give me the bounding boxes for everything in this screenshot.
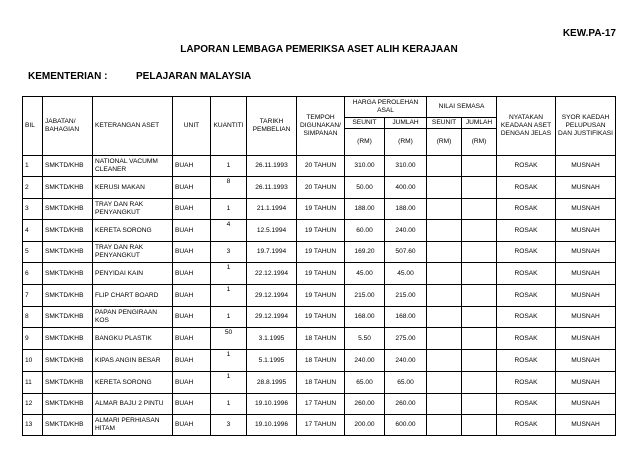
cell-harga-seunit: 5.50 bbox=[345, 328, 385, 350]
cell-kuantiti: 1 bbox=[211, 263, 247, 285]
cell-tempoh: 17 TAHUN bbox=[297, 415, 345, 436]
cell-bil: 6 bbox=[23, 263, 43, 285]
header-kuantiti: KUANTITI bbox=[211, 97, 247, 156]
cell-tempoh: 18 TAHUN bbox=[297, 372, 345, 394]
cell-syor: MUSNAH bbox=[556, 328, 616, 350]
cell-keadaan: ROSAK bbox=[497, 415, 556, 436]
cell-unit: BUAH bbox=[173, 307, 211, 328]
cell-tarikh: 28.8.1995 bbox=[247, 372, 297, 394]
cell-kuantiti: 1 bbox=[211, 156, 247, 177]
cell-harga-seunit: 168.00 bbox=[345, 307, 385, 328]
cell-syor: MUSNAH bbox=[556, 199, 616, 220]
cell-harga-seunit: 60.00 bbox=[345, 220, 385, 242]
cell-unit: BUAH bbox=[173, 263, 211, 285]
ministry-line bbox=[28, 71, 252, 82]
cell-syor: MUSNAH bbox=[556, 350, 616, 372]
header-harga-seunit: SEUNIT bbox=[345, 118, 385, 129]
cell-tempoh: 18 TAHUN bbox=[297, 350, 345, 372]
cell-harga-jumlah: 507.60 bbox=[385, 242, 427, 263]
cell-aset: FLIP CHART BOARD bbox=[93, 285, 173, 307]
cell-tarikh: 22.12.1994 bbox=[247, 263, 297, 285]
cell-kuantiti: 50 bbox=[211, 328, 247, 350]
cell-harga-seunit: 200.00 bbox=[345, 415, 385, 436]
cell-aset: TRAY DAN RAK PENYANGKUT bbox=[93, 199, 173, 220]
cell-jabatan: SMKTD/KHB bbox=[43, 156, 93, 177]
cell-tarikh: 12.5.1994 bbox=[247, 220, 297, 242]
cell-nilai-seunit bbox=[427, 328, 462, 350]
cell-nilai-seunit bbox=[427, 350, 462, 372]
cell-jabatan: SMKTD/KHB bbox=[43, 263, 93, 285]
cell-nilai-seunit bbox=[427, 199, 462, 220]
cell-nilai-seunit bbox=[427, 156, 462, 177]
cell-aset: PAPAN PENGIRAAN KOS bbox=[93, 307, 173, 328]
header-harga-seunit-rm: (RM) bbox=[345, 129, 385, 156]
cell-jabatan: SMKTD/KHB bbox=[43, 307, 93, 328]
cell-syor: MUSNAH bbox=[556, 394, 616, 415]
table-row bbox=[23, 307, 616, 328]
cell-nilai-jumlah bbox=[462, 156, 497, 177]
cell-bil: 5 bbox=[23, 242, 43, 263]
cell-harga-seunit: 169.20 bbox=[345, 242, 385, 263]
cell-unit: BUAH bbox=[173, 156, 211, 177]
cell-unit: BUAH bbox=[173, 220, 211, 242]
table-row bbox=[23, 328, 616, 350]
header-bil: BIL bbox=[23, 97, 43, 156]
cell-harga-jumlah: 600.00 bbox=[385, 415, 427, 436]
cell-nilai-jumlah bbox=[462, 307, 497, 328]
cell-bil: 8 bbox=[23, 307, 43, 328]
cell-nilai-seunit bbox=[427, 177, 462, 199]
cell-nilai-jumlah bbox=[462, 220, 497, 242]
cell-nilai-jumlah bbox=[462, 285, 497, 307]
cell-jabatan: SMKTD/KHB bbox=[43, 242, 93, 263]
cell-aset: TRAY DAN RAK PENYANGKUT bbox=[93, 242, 173, 263]
header-tempoh: TEMPOH DIGUNAKAN/ SIMPANAN bbox=[297, 97, 345, 156]
cell-tempoh: 18 TAHUN bbox=[297, 328, 345, 350]
cell-unit: BUAH bbox=[173, 415, 211, 436]
cell-harga-seunit: 260.00 bbox=[345, 394, 385, 415]
asset-rows bbox=[23, 156, 616, 436]
cell-harga-jumlah: 400.00 bbox=[385, 177, 427, 199]
header-jabatan: JABATAN/ BAHAGIAN bbox=[43, 97, 93, 156]
cell-aset: KERETA SORONG bbox=[93, 372, 173, 394]
cell-harga-seunit: 240.00 bbox=[345, 350, 385, 372]
report-title: LAPORAN LEMBAGA PEMERIKSA ASET ALIH KERAJAAN bbox=[180, 44, 458, 55]
cell-tarikh: 19.10.1996 bbox=[247, 415, 297, 436]
cell-keadaan: ROSAK bbox=[497, 285, 556, 307]
cell-keadaan: ROSAK bbox=[497, 394, 556, 415]
cell-tempoh: 19 TAHUN bbox=[297, 307, 345, 328]
cell-keadaan: ROSAK bbox=[497, 263, 556, 285]
cell-syor: MUSNAH bbox=[556, 156, 616, 177]
cell-syor: MUSNAH bbox=[556, 307, 616, 328]
cell-tempoh: 19 TAHUN bbox=[297, 220, 345, 242]
cell-harga-jumlah: 275.00 bbox=[385, 328, 427, 350]
cell-nilai-seunit bbox=[427, 220, 462, 242]
cell-harga-seunit: 310.00 bbox=[345, 156, 385, 177]
cell-syor: MUSNAH bbox=[556, 242, 616, 263]
cell-harga-jumlah: 240.00 bbox=[385, 350, 427, 372]
cell-unit: BUAH bbox=[173, 199, 211, 220]
table-row bbox=[23, 242, 616, 263]
cell-harga-seunit: 188.00 bbox=[345, 199, 385, 220]
header-harga: HARGA PEROLEHAN ASAL bbox=[345, 97, 427, 118]
cell-tarikh: 26.11.1993 bbox=[247, 156, 297, 177]
cell-harga-jumlah: 215.00 bbox=[385, 285, 427, 307]
cell-syor: MUSNAH bbox=[556, 177, 616, 199]
cell-bil: 12 bbox=[23, 394, 43, 415]
header-nilai-jumlah-rm: (RM) bbox=[462, 129, 497, 156]
cell-kuantiti: 3 bbox=[211, 242, 247, 263]
cell-nilai-seunit bbox=[427, 307, 462, 328]
cell-harga-seunit: 65.00 bbox=[345, 372, 385, 394]
cell-harga-jumlah: 260.00 bbox=[385, 394, 427, 415]
cell-tarikh: 29.12.1994 bbox=[247, 285, 297, 307]
cell-jabatan: SMKTD/KHB bbox=[43, 220, 93, 242]
cell-keadaan: ROSAK bbox=[497, 328, 556, 350]
cell-keadaan: ROSAK bbox=[497, 156, 556, 177]
table-row bbox=[23, 394, 616, 415]
cell-nilai-jumlah bbox=[462, 328, 497, 350]
cell-kuantiti: 1 bbox=[211, 350, 247, 372]
cell-tempoh: 19 TAHUN bbox=[297, 263, 345, 285]
table-row bbox=[23, 263, 616, 285]
cell-keadaan: ROSAK bbox=[497, 242, 556, 263]
cell-jabatan: SMKTD/KHB bbox=[43, 372, 93, 394]
cell-unit: BUAH bbox=[173, 285, 211, 307]
header-nilai-jumlah: JUMLAH bbox=[462, 118, 497, 129]
header-harga-jumlah-rm: (RM) bbox=[385, 129, 427, 156]
table-row bbox=[23, 220, 616, 242]
header-nyatakan: NYATAKAN KEADAAN ASET DENGAN JELAS bbox=[497, 97, 556, 156]
cell-tempoh: 19 TAHUN bbox=[297, 199, 345, 220]
cell-kuantiti: 1 bbox=[211, 199, 247, 220]
cell-bil: 4 bbox=[23, 220, 43, 242]
cell-kuantiti: 1 bbox=[211, 372, 247, 394]
cell-jabatan: SMKTD/KHB bbox=[43, 328, 93, 350]
cell-keadaan: ROSAK bbox=[497, 199, 556, 220]
cell-bil: 7 bbox=[23, 285, 43, 307]
cell-nilai-seunit bbox=[427, 242, 462, 263]
cell-syor: MUSNAH bbox=[556, 372, 616, 394]
cell-harga-seunit: 50.00 bbox=[345, 177, 385, 199]
cell-unit: BUAH bbox=[173, 242, 211, 263]
cell-jabatan: SMKTD/KHB bbox=[43, 394, 93, 415]
cell-bil: 3 bbox=[23, 199, 43, 220]
table-row bbox=[23, 285, 616, 307]
cell-nilai-jumlah bbox=[462, 372, 497, 394]
cell-tempoh: 20 TAHUN bbox=[297, 177, 345, 199]
document-code: KEW.PA-17 bbox=[562, 28, 616, 39]
cell-keadaan: ROSAK bbox=[497, 307, 556, 328]
cell-kuantiti: 1 bbox=[211, 394, 247, 415]
cell-kuantiti: 4 bbox=[211, 220, 247, 242]
cell-keadaan: ROSAK bbox=[497, 350, 556, 372]
table-row bbox=[23, 350, 616, 372]
table-row bbox=[23, 177, 616, 199]
cell-unit: BUAH bbox=[173, 177, 211, 199]
cell-jabatan: SMKTD/KHB bbox=[43, 285, 93, 307]
cell-tarikh: 3.1.1995 bbox=[247, 328, 297, 350]
header-nilai-seunit: SEUNIT bbox=[427, 118, 462, 129]
cell-kuantiti: 1 bbox=[211, 307, 247, 328]
cell-keadaan: ROSAK bbox=[497, 177, 556, 199]
cell-harga-jumlah: 240.00 bbox=[385, 220, 427, 242]
table-row bbox=[23, 415, 616, 436]
cell-syor: MUSNAH bbox=[556, 415, 616, 436]
cell-syor: MUSNAH bbox=[556, 220, 616, 242]
cell-aset: ALMARI PERHIASAN HITAM bbox=[93, 415, 173, 436]
cell-harga-seunit: 215.00 bbox=[345, 285, 385, 307]
cell-syor: MUSNAH bbox=[556, 263, 616, 285]
header-syor: SYOR KAEDAH PELUPUSAN DAN JUSTIFIKASI bbox=[556, 97, 616, 156]
cell-bil: 11 bbox=[23, 372, 43, 394]
cell-tempoh: 17 TAHUN bbox=[297, 394, 345, 415]
cell-nilai-seunit bbox=[427, 372, 462, 394]
cell-keadaan: ROSAK bbox=[497, 372, 556, 394]
cell-harga-jumlah: 168.00 bbox=[385, 307, 427, 328]
cell-aset: KIPAS ANGIN BESAR bbox=[93, 350, 173, 372]
cell-unit: BUAH bbox=[173, 350, 211, 372]
cell-keadaan: ROSAK bbox=[497, 220, 556, 242]
cell-harga-jumlah: 65.00 bbox=[385, 372, 427, 394]
cell-aset: ALMAR BAJU 2 PINTU bbox=[93, 394, 173, 415]
cell-tarikh: 26.11.1993 bbox=[247, 177, 297, 199]
cell-tarikh: 19.7.1994 bbox=[247, 242, 297, 263]
cell-aset: PENYIDAI KAIN bbox=[93, 263, 173, 285]
cell-tempoh: 19 TAHUN bbox=[297, 242, 345, 263]
cell-nilai-seunit bbox=[427, 285, 462, 307]
cell-aset: NATIONAL VACUMM CLEANER bbox=[93, 156, 173, 177]
cell-nilai-jumlah bbox=[462, 394, 497, 415]
cell-kuantiti: 8 bbox=[211, 177, 247, 199]
cell-tarikh: 19.10.1996 bbox=[247, 394, 297, 415]
ministry-value: PELAJARAN MALAYSIA bbox=[136, 71, 252, 82]
cell-aset: BANGKU PLASTIK bbox=[93, 328, 173, 350]
cell-nilai-seunit bbox=[427, 263, 462, 285]
cell-nilai-seunit bbox=[427, 394, 462, 415]
cell-kuantiti: 3 bbox=[211, 415, 247, 436]
cell-bil: 2 bbox=[23, 177, 43, 199]
header-harga-jumlah: JUMLAH bbox=[385, 118, 427, 129]
cell-jabatan: SMKTD/KHB bbox=[43, 199, 93, 220]
cell-nilai-jumlah bbox=[462, 263, 497, 285]
cell-tarikh: 5.1.1995 bbox=[247, 350, 297, 372]
cell-bil: 13 bbox=[23, 415, 43, 436]
cell-nilai-jumlah bbox=[462, 199, 497, 220]
cell-aset: KERUSI MAKAN bbox=[93, 177, 173, 199]
header-tarikh: TARIKH PEMBELIAN bbox=[247, 97, 297, 156]
cell-unit: BUAH bbox=[173, 328, 211, 350]
header-unit: UNIT bbox=[173, 97, 211, 156]
cell-harga-seunit: 45.00 bbox=[345, 263, 385, 285]
cell-jabatan: SMKTD/KHB bbox=[43, 177, 93, 199]
cell-unit: BUAH bbox=[173, 394, 211, 415]
cell-unit: BUAH bbox=[173, 372, 211, 394]
cell-syor: MUSNAH bbox=[556, 285, 616, 307]
cell-jabatan: SMKTD/KHB bbox=[43, 415, 93, 436]
cell-bil: 9 bbox=[23, 328, 43, 350]
table-row bbox=[23, 372, 616, 394]
cell-tarikh: 21.1.1994 bbox=[247, 199, 297, 220]
ministry-label: KEMENTERIAN : bbox=[28, 71, 108, 82]
cell-nilai-jumlah bbox=[462, 177, 497, 199]
cell-harga-jumlah: 45.00 bbox=[385, 263, 427, 285]
cell-nilai-jumlah bbox=[462, 415, 497, 436]
cell-bil: 1 bbox=[23, 156, 43, 177]
cell-aset: KERETA SORONG bbox=[93, 220, 173, 242]
table-row bbox=[23, 156, 616, 177]
cell-jabatan: SMKTD/KHB bbox=[43, 350, 93, 372]
cell-harga-jumlah: 310.00 bbox=[385, 156, 427, 177]
header-nilai: NILAI SEMASA bbox=[427, 97, 497, 118]
table-row bbox=[23, 199, 616, 220]
cell-harga-jumlah: 188.00 bbox=[385, 199, 427, 220]
header-nilai-seunit-rm: (RM) bbox=[427, 129, 462, 156]
cell-nilai-jumlah bbox=[462, 242, 497, 263]
asset-table bbox=[22, 96, 616, 436]
cell-tempoh: 20 TAHUN bbox=[297, 156, 345, 177]
cell-bil: 10 bbox=[23, 350, 43, 372]
cell-tempoh: 19 TAHUN bbox=[297, 285, 345, 307]
cell-tarikh: 29.12.1994 bbox=[247, 307, 297, 328]
cell-nilai-seunit bbox=[427, 415, 462, 436]
cell-kuantiti: 1 bbox=[211, 285, 247, 307]
cell-nilai-jumlah bbox=[462, 350, 497, 372]
header-keterangan: KETERANGAN ASET bbox=[93, 97, 173, 156]
